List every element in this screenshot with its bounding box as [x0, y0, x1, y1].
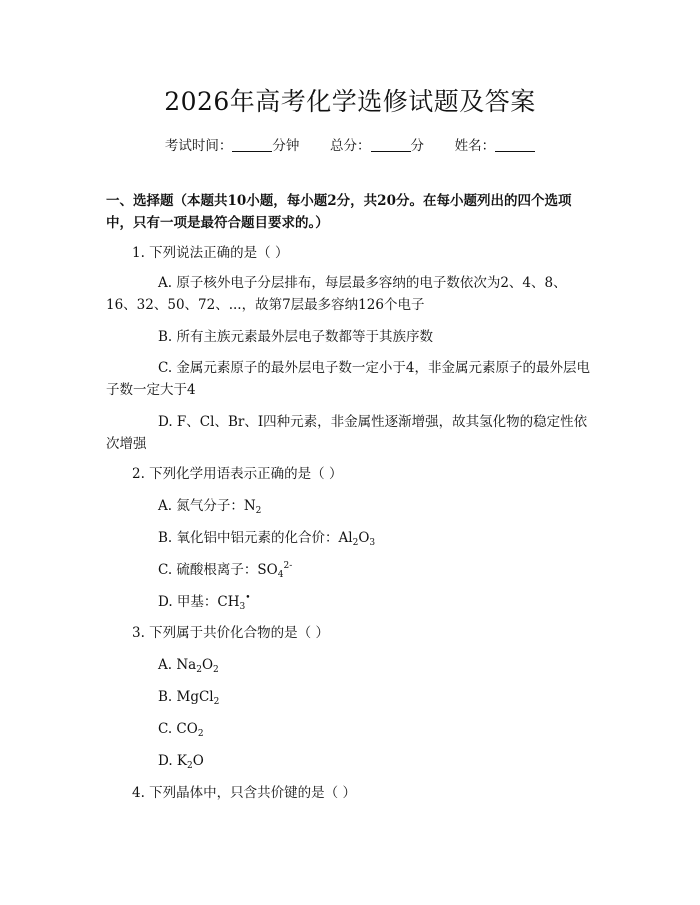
- section-heading: 一、选择题（本题共10小题，每小题2分，共20分。在每小题列出的四个选项中，只有一项是最符合题目要求的。）: [106, 193, 572, 231]
- exam-info-line: [0, 134, 700, 154]
- question-1-option-a: A. 原子核外电子分层排布，每层最多容纳的电子数依次为2、4、8、16、32、50、72、...，故第7层最多容纳126个电子: [106, 275, 567, 313]
- question-3-option-c: C. $CO_2$: [158, 721, 204, 739]
- question-2-option-c: C. 硫酸根离子：$SO_4^{2-}$: [158, 561, 293, 580]
- question-4-stem: 4. 下列晶体中，只含共价键的是（ ）: [132, 785, 356, 801]
- time-label: 考试时间：: [164, 138, 233, 154]
- question-2-option-d: D. 甲基：$CH_3^•$: [158, 593, 251, 612]
- question-1-stem: 1. 下列说法正确的是（ ）: [132, 245, 289, 261]
- question-2-option-b: B. 氧化铝中铝元素的化合价：$Al_2O_3$: [158, 530, 376, 548]
- name-blank: [495, 139, 535, 152]
- name-label: 姓名：: [454, 138, 496, 154]
- question-2-stem: 2. 下列化学用语表示正确的是（ ）: [132, 466, 343, 482]
- question-3-option-d: D. $K_2O$: [158, 753, 204, 771]
- question-1-option-d: D. F、Cl、Br、I四种元素，非金属性逐渐增强，故其氢化物的稳定性依次增强: [106, 414, 588, 452]
- question-2-option-a: A. 氮气分子：$N_2$: [158, 498, 262, 516]
- question-3-option-a: A. $Na_2O_2$: [158, 657, 219, 675]
- score-unit: 分: [410, 138, 424, 154]
- question-1-option-c: C. 金属元素原子的最外层电子数一定小于4，非金属元素原子的最外层电子数一定大于4: [106, 360, 591, 398]
- question-3-option-b: B. MgCl$_2$: [158, 689, 220, 707]
- question-3-stem: 3. 下列属于共价化合物的是（ ）: [132, 625, 329, 641]
- score-label: 总分：: [330, 138, 371, 154]
- time-blank: [232, 139, 272, 152]
- score-blank: [371, 139, 411, 152]
- time-unit: 分钟: [272, 138, 300, 154]
- page-title: 2026年高考化学选修试题及答案: [164, 87, 536, 116]
- question-1-option-b: B. 所有主族元素最外层电子数都等于其族序数: [158, 329, 434, 345]
